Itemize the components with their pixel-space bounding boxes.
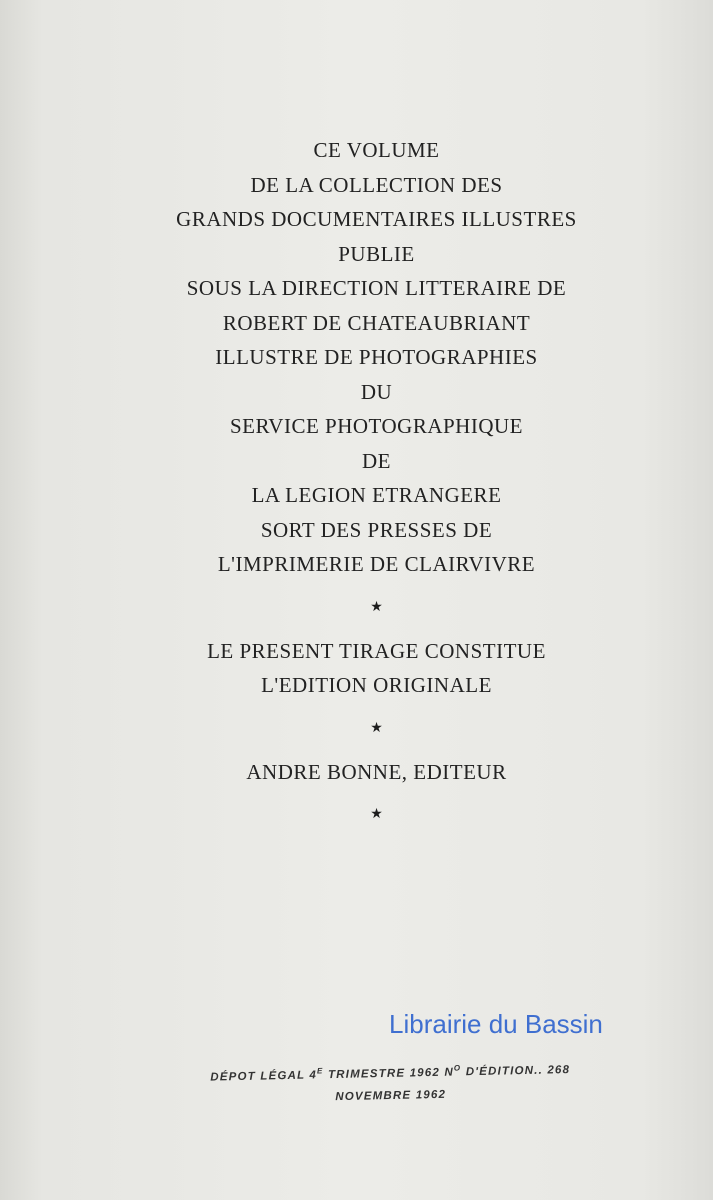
colophon-line: PUBLIE [338,241,415,266]
colophon [0,133,713,825]
depot-date: NOVEMBRE 1962 [335,1088,447,1104]
colophon-line: CE VOLUME [313,138,440,162]
star-ornament-icon: ★ [370,599,383,615]
colophon-line: ILLUSTRE DE PHOTOGRAPHIES [215,345,538,369]
watermark: Librairie du Bassin [389,1009,603,1039]
star-ornament-icon: ★ [370,720,383,736]
colophon-line: SERVICE PHOTOGRAPHIQUE [229,414,524,438]
colophon-line: DE LA COLLECTION DES [250,172,503,197]
edition-line: LE PRESENT TIRAGE CONSTITUE [207,638,546,663]
colophon-line: ROBERT DE CHATEAUBRIANT [222,310,531,335]
colophon-line: DE [362,448,391,473]
colophon-line: SOUS LA DIRECTION LITTERAIRE DE [186,276,567,300]
depot-line: DÉPOT LÉGAL $4^E$ TRIMESTRE 1962 $N^O$ D'ÉDITION.. 268 [210,1063,571,1084]
publisher-line: ANDRE BONNE, EDITEUR [246,759,507,784]
depot-legal [200,1055,581,1111]
edition-line: L'EDITION ORIGINALE [261,673,492,697]
colophon-line: L'IMPRIMERIE DE CLAIRVIVRE [217,552,536,576]
star-ornament-icon: ★ [370,807,383,822]
colophon-line: LA LEGION ETRANGERE [251,483,502,507]
colophon-line: DU [360,379,393,404]
colophon-line: SORT DES PRESSES DE [260,517,493,542]
colophon-line: GRANDS DOCUMENTAIRES ILLUSTRES [176,207,577,231]
